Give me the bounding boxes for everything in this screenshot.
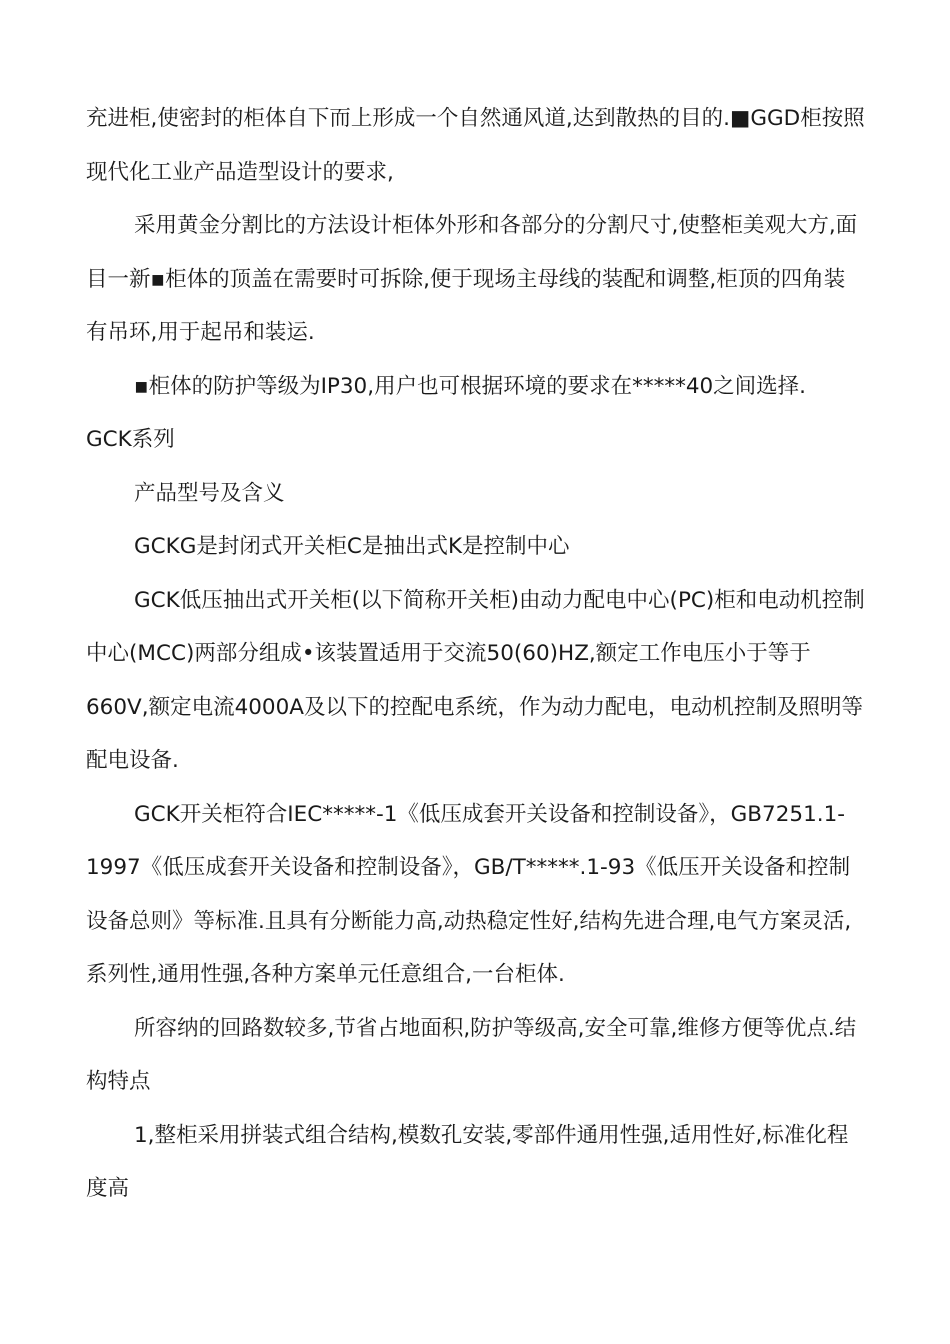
paragraph-5: 产品型号及含义 (134, 480, 285, 506)
document-body (86, 92, 866, 1216)
paragraph-8: GCK开关柜符合IEC*****-1《低压成套开关设备和控制设备》，GB7251.1-1997《低压成套开关设备和控制设备》，GB/T*****.1-93《低压开关设备和控制设备总则》等标准.且具有分断能力高,动热稳定性好,结构先进合理,电气方案灵活,系列性,通用性强,各种方案单元任意组合,一台柜体. (86, 801, 852, 987)
section-heading-gck: GCK系列 (86, 427, 175, 452)
paragraph-6: GCKG是封闭式开关柜C是抽出式K是控制中心 (134, 534, 570, 559)
paragraph-10: 1,整柜采用拼装式组合结构,模数孔安装,零部件通用性强,适用性好,标准化程度高 (86, 1122, 849, 1201)
paragraph-7: GCK低压抽出式开关柜(以下简称开关柜)由动力配电中心(PC)柜和电动机控制中心(MCC)两部分组成•该装置适用于交流50(60)HZ,额定工作电压小于等于660V,额定电流4000A及以下的控配电系统，作为动力配电，电动机控制及照明等配电设备. (86, 587, 865, 773)
paragraph-3: ▪柜体的防护等级为IP30,用户也可根据环境的要求在*****40之间选择. (134, 373, 807, 399)
paragraph-1: 充进柜,使密封的柜体自下而上形成一个自然通风道,达到散热的目的.■GGD柜按照现代化工业产品造型设计的要求, (86, 106, 865, 185)
paragraph-2: 采用黄金分割比的方法设计柜体外形和各部分的分割尺寸,使整柜美观大方,面目一新▪柜体的顶盖在需要时可拆除,便于现场主母线的装配和调整,柜顶的四角装有吊环,用于起吊和装运. (86, 213, 858, 345)
paragraph-9: 所容纳的回路数较多,节省占地面积,防护等级高,安全可靠,维修方便等优点.结构特点 (86, 1015, 857, 1094)
